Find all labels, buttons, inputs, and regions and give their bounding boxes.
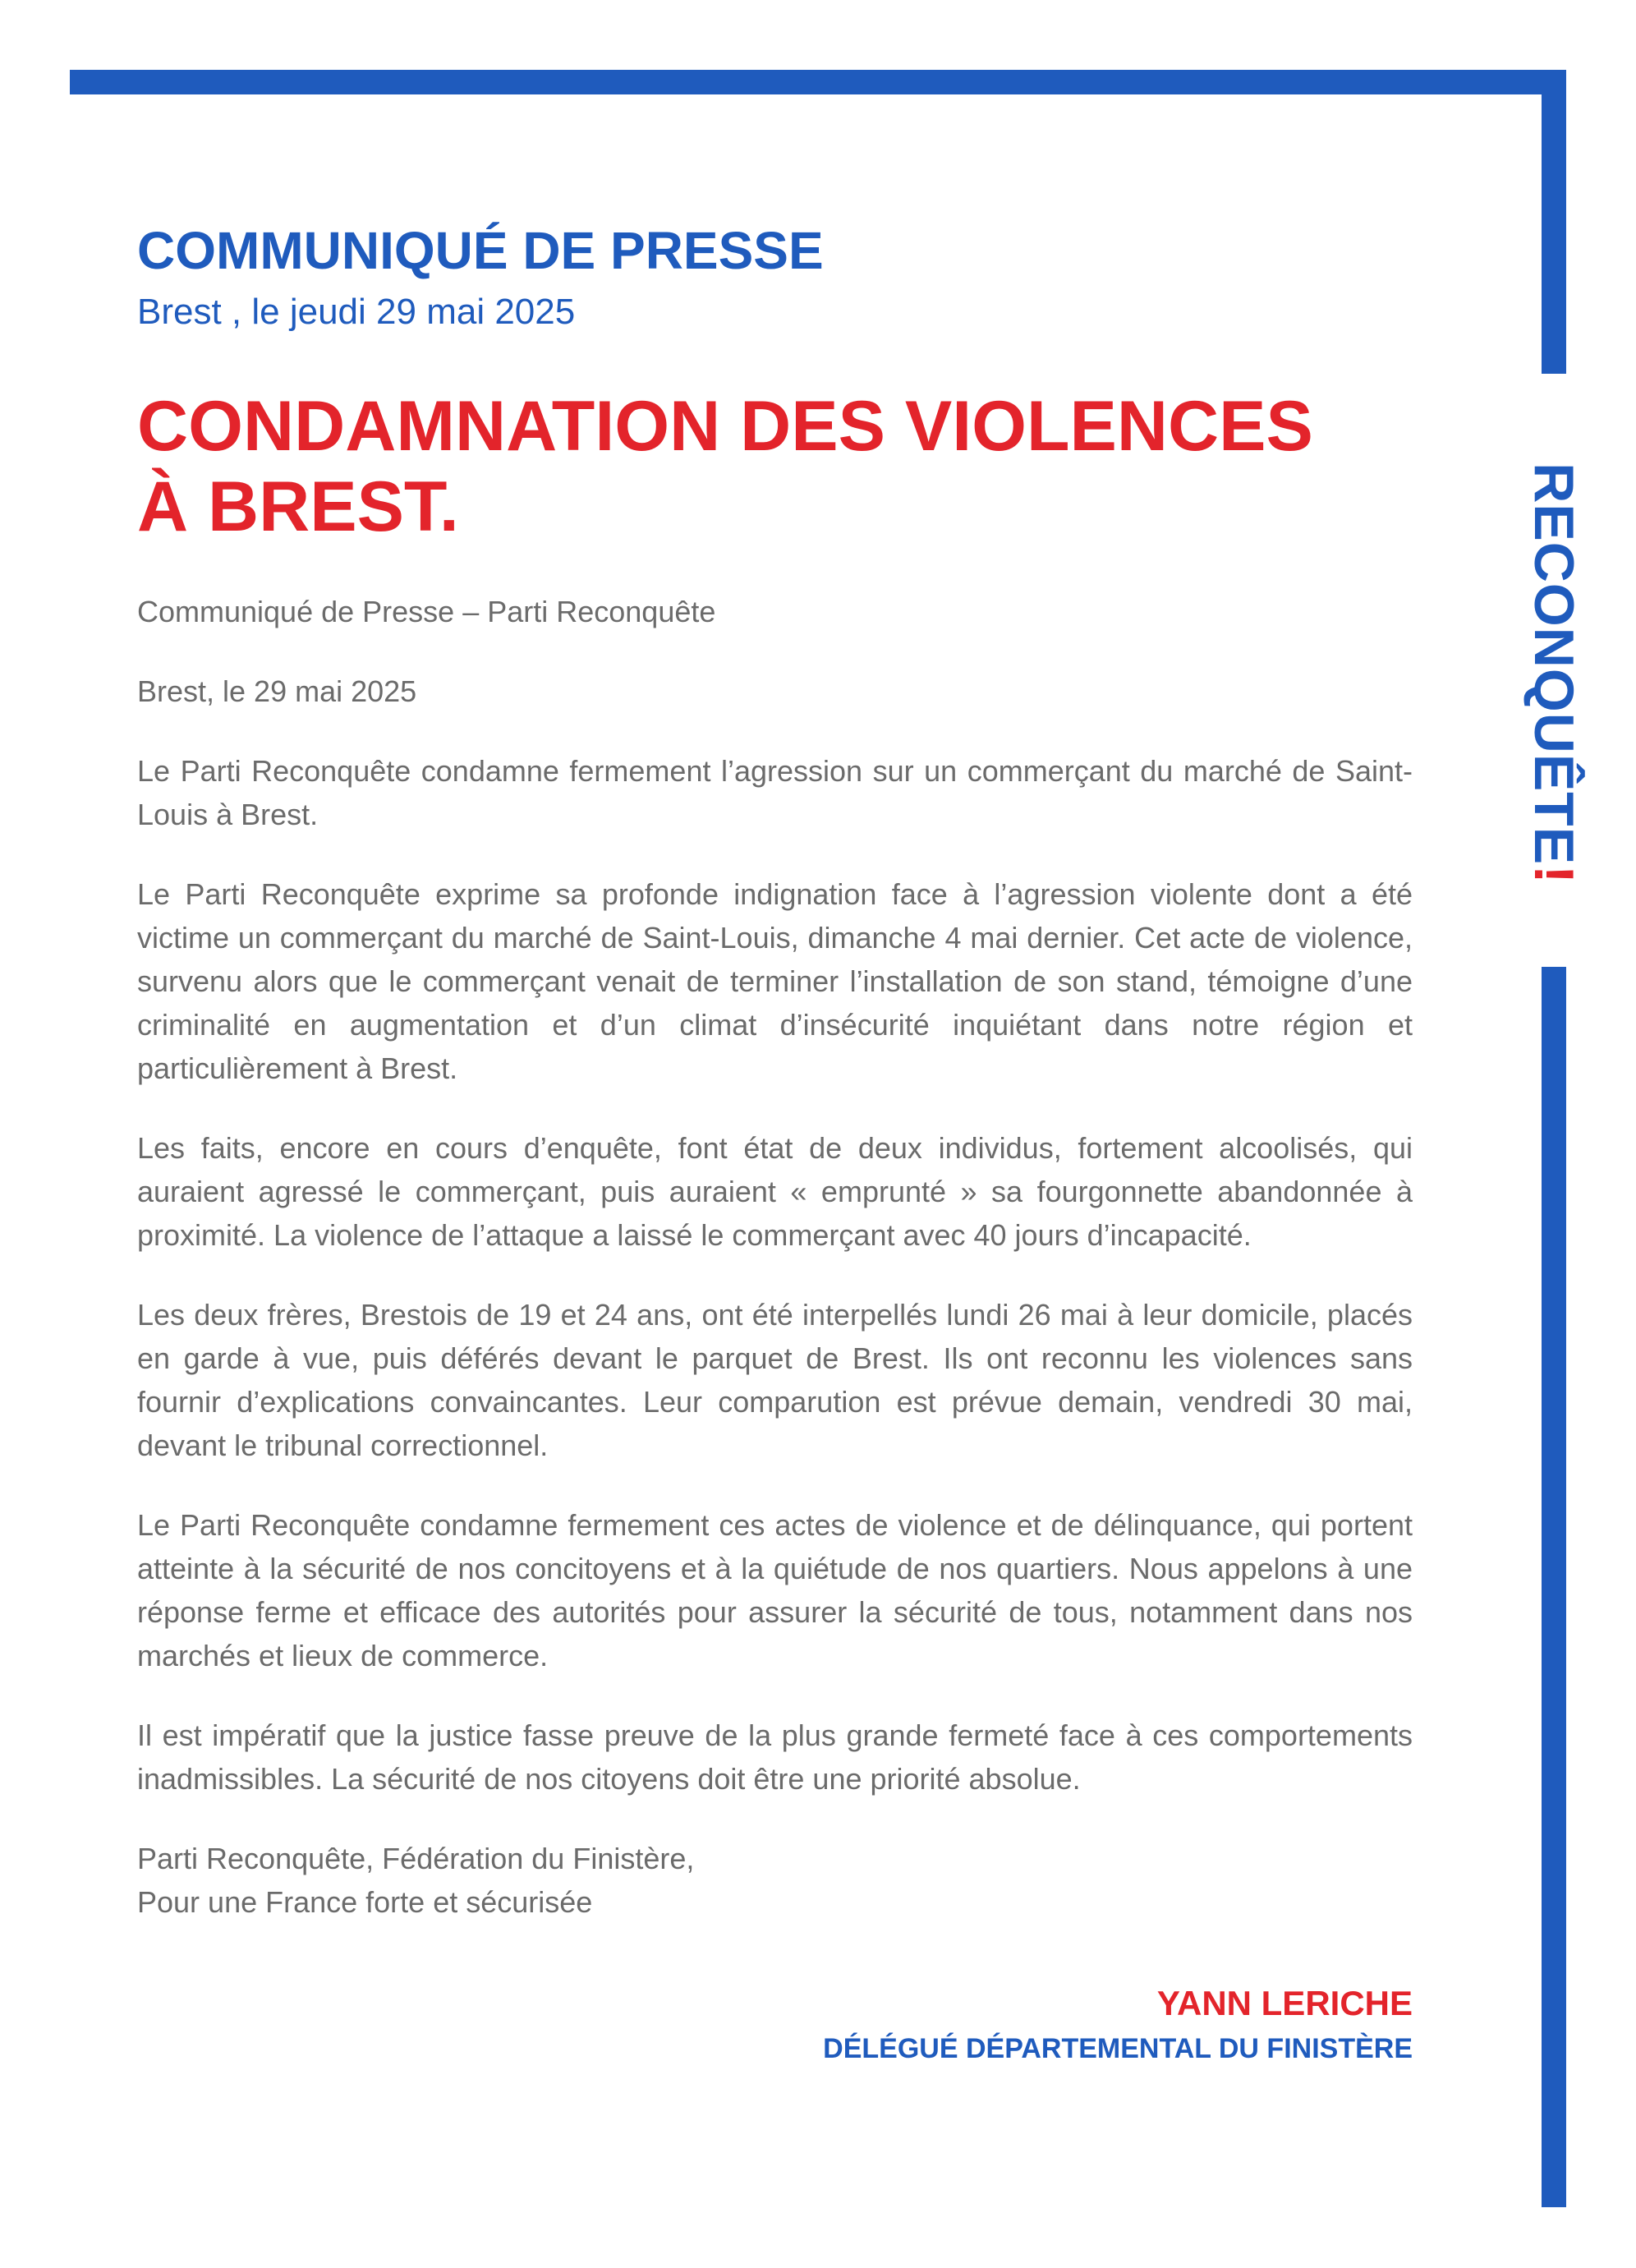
press-release-body — [137, 590, 1413, 1960]
closing-line-1: Parti Reconquête, Fédération du Finistère, — [137, 1842, 695, 1875]
reconquete-logo — [1523, 462, 1585, 885]
body-paragraph-5: Les faits, encore en cours d’enquête, font état de deux individus, fortement alcoolisés, qui auraient agressé le commerçant, puis auraient « emprunté » sa fourgonnette abandonnée à proximité. La violence de l’attaque a laissé le commerçant avec 40 jours d’incapacité. — [137, 1131, 1413, 1252]
right-border-bar-upper — [1542, 70, 1566, 374]
body-paragraph-7: Le Parti Reconquête condamne fermement ces actes de violence et de délinquance, qui portent atteinte à la sécurité de nos concitoyens et à la quiétude de nos quartiers. Nous appelons à une réponse ferme et efficace des autorités pour assurer la sécurité de tous, notamment dans nos marchés et lieux de commerce. — [137, 1508, 1413, 1672]
right-border-bar-lower — [1542, 967, 1566, 2207]
body-paragraph-4: Le Parti Reconquête exprime sa profonde indignation face à l’agression violente dont a été victime un commerçant du marché de Saint-Louis, dimanche 4 mai dernier. Cet acte de violence, survenu alors que le commerçant venait de terminer l’installation de son stand, témoigne d’une criminalité en augmentation et d’un climat d’insécurité inquiétant dans notre région et particulièrement à Brest. — [137, 877, 1413, 1085]
top-border-bar — [70, 70, 1566, 94]
body-paragraph-8: Il est impératif que la justice fasse preuve de la plus grande fermeté face à ces comportements inadmissibles. La sécurité de nos citoyens doit être une priorité absolue. — [137, 1718, 1413, 1796]
body-paragraph-6: Les deux frères, Brestois de 19 et 24 ans, ont été interpellés lundi 26 mai à leur domicile, placés en garde à vue, puis déférés devant le parquet de Brest. Ils ont reconnu les violences sans fournir d’explications convaincantes. Leur comparution est prévue demain, vendredi 30 mai, devant le tribunal correctionnel. — [137, 1298, 1413, 1462]
body-paragraph-2: Brest, le 29 mai 2025 — [137, 674, 417, 708]
body-paragraph-3: Le Parti Reconquête condamne fermement l’agression sur un commerçant du marché de Saint-Louis à Brest. — [137, 754, 1413, 831]
closing-line-2: Pour une France forte et sécurisée — [137, 1885, 593, 1919]
signatory-name: YANN LERICHE — [1156, 1984, 1413, 2022]
closing — [137, 1837, 1413, 1924]
logo-exclamation: ! — [1523, 865, 1585, 885]
document-kicker: COMMUNIQUÉ DE PRESSE — [137, 221, 824, 280]
headline: CONDAMNATION DES VIOLENCES À BREST. — [137, 387, 1313, 546]
body-paragraph-1: Communiqué de Presse – Parti Reconquête — [137, 595, 716, 628]
dateline: Brest , le jeudi 29 mai 2025 — [137, 292, 576, 332]
signatory-title: DÉLÉGUÉ DÉPARTEMENTAL DU FINISTÈRE — [823, 2033, 1413, 2064]
logo-wordmark: RECONQUÊTE — [1523, 462, 1585, 866]
